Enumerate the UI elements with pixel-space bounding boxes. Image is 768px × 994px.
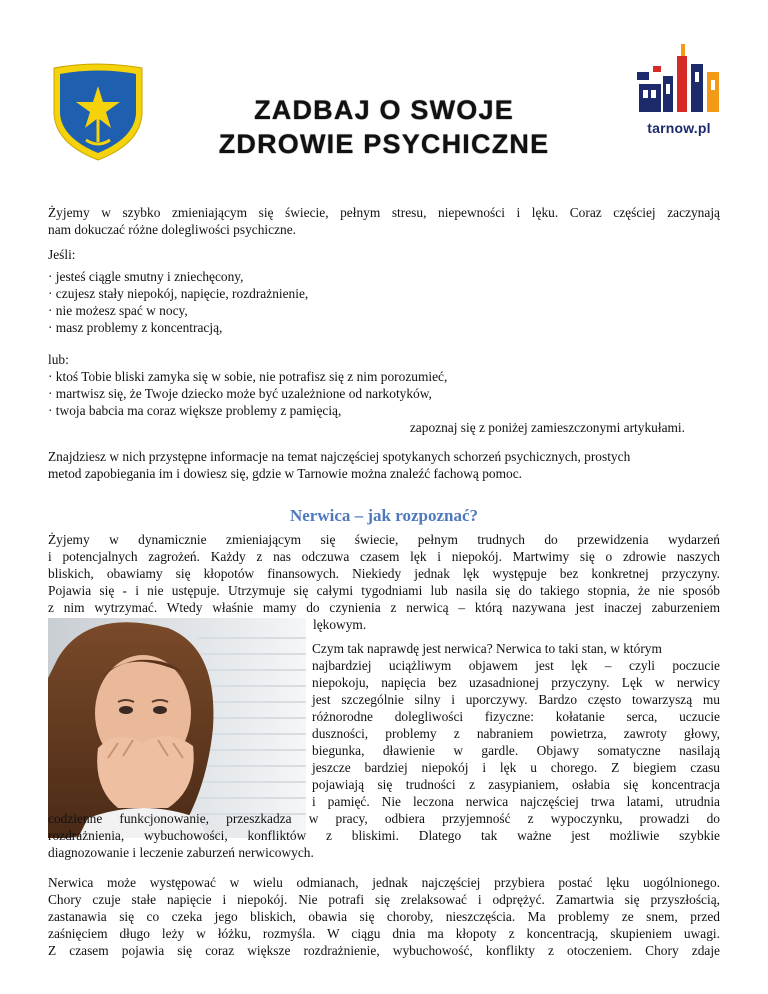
paragraph-line: bliskich, obawiamy się kłopotów finansowych. Niekiedy jednak lęk występuje bez konkretnej przyczyny. <box>48 566 720 581</box>
logo-graphic-icon <box>633 42 725 122</box>
paragraph-line: Żyjemy w dynamicznie zmieniającym się świecie, pełnym trudnych do przewidzenia wydarzeń <box>48 532 720 547</box>
jesli-label: Jeśli: <box>48 247 76 262</box>
intro2-line-2: metod zapobiegania im i dowiesz się, gdzie w Tarnowie można znaleźć fachową pomoc. <box>48 466 523 481</box>
paragraph-line: jeszcze bardziej niepokój i lęk u chorego. Z biegiem czasu <box>312 760 720 775</box>
city-crest-emblem <box>50 62 146 162</box>
symptom-list <box>48 268 720 336</box>
list-item: · czujesz stały niepokój, napięcie, rozdrażnienie, <box>48 286 309 301</box>
woman-photo <box>48 618 306 838</box>
paragraph-line: lękowym. <box>313 617 367 632</box>
paragraph-line: różnorodne dolegliwości fizyczne: kołatanie serca, uczucie <box>312 709 720 724</box>
paragraph-line: duszności, problemy z nabraniem powietrza, zawroty głowy, <box>312 726 720 741</box>
section-paragraph-3 <box>48 874 720 959</box>
tarnow-logo <box>633 42 725 142</box>
paragraph-line: Pojawia się - i nie ustępuje. Utrzymuje się całymi tygodniami lub nasila się do takiego stopnia, że nie sposób <box>48 583 720 598</box>
list-item: · martwisz się, że Twoje dziecko może być uzależnione od narkotyków, <box>48 386 432 401</box>
lub-label: lub: <box>48 352 69 367</box>
logo-text: tarnow.pl <box>647 120 711 136</box>
paragraph-line: rozdrażnienia, wybuchowości, konfliktów z bliskimi. Dlatego tak ważne jest możliwie szybkie <box>48 828 720 843</box>
section-paragraph-2-side <box>312 640 720 810</box>
intro-line-1: Żyjemy w szybko zmieniającym się świecie, pełnym stresu, niepewności i lęku. Coraz częściej zaczynają <box>48 205 720 220</box>
relatives-list <box>48 351 720 436</box>
intro-paragraph <box>48 204 720 238</box>
paragraph-line: i potencjalnych zagrożeń. Każdy z nas odczuwa czasem lęk i niepokój. Martwimy się o zdrowie naszych <box>48 549 720 564</box>
intro2-line-1: Znajdziesz w nich przystępne informacje na temat najczęściej spotykanych schorzeń psychicznych, prostych <box>48 449 631 464</box>
paragraph-line: pojawiają się trudności z zasypianiem, osłabia się koncentracja <box>312 777 720 792</box>
closing-line: zapoznaj się z poniżej zamieszczonymi artykułami. <box>409 420 685 435</box>
list-item: · ktoś Tobie bliski zamyka się w sobie, nie potrafisz się z nim porozumieć, <box>48 369 448 384</box>
paragraph-line: z nim wytrzymać. Wtedy właśnie mamy do czynienia z nerwicą – którą nazywana jest inaczej zaburzeniem <box>48 600 720 615</box>
section-heading: Nerwica – jak rozpoznać? <box>289 506 479 525</box>
intro-paragraph-2 <box>48 448 720 482</box>
section-paragraph-2-full <box>48 810 720 861</box>
paragraph-line: biegunka, dławienie w gardle. Objawy somatyczne nasilają <box>312 743 720 758</box>
paragraph-line: Z czasem pojawia się coraz większe rozdrażnienie, wybuchowość, konflikty z otoczeniem. Chory zdaje <box>48 943 720 958</box>
title-line-1: ZADBAJ O SWOJE <box>254 95 514 125</box>
intro-line-2: nam dokuczać różne dolegliwości psychiczne. <box>48 222 297 237</box>
paragraph-line: jest szczególnie silny i uporczywy. Bardzo często towarzyszą mu <box>312 692 720 707</box>
paragraph-line: diagnozowanie i leczenie zaburzeń nerwicowych. <box>48 845 314 860</box>
list-item: · twoja babcia ma coraz większe problemy z pamięcią, <box>48 403 342 418</box>
paragraph-line: zaśnięciem długo leży w łóżku, rozmyśla. W ciągu dnia ma kłopoty z koncentracją, skupieniem uwagi. <box>48 926 720 941</box>
paragraph-line: zastanawia się co czeka jego bliskich, obawia się choroby, nieszczęścia. Ma problemy ze snem, przed <box>48 909 720 924</box>
paragraph-line: Chory czuje stałe napięcie i niepokój. Nie potrafi się zrelaksować i odprężyć. Zamartwia się przyszłością, <box>48 892 720 907</box>
page-title <box>160 93 608 161</box>
paragraph-line: codzienne funkcjonowanie, przeszkadza w pracy, odbiera przyjemność z wypoczynku, prowadzi do <box>48 811 720 826</box>
list-item: · jesteś ciągle smutny i zniechęcony, <box>48 269 244 284</box>
paragraph-line: niepokoju, napięcia bez uzasadnionej przyczyny. Lęk w nerwicy <box>312 675 720 690</box>
list-item: · nie możesz spać w nocy, <box>48 303 188 318</box>
paragraph-line: i pamięć. Nie leczona nerwica najczęściej trwa latami, utrudnia <box>312 794 720 809</box>
list-item: · masz problemy z koncentracją, <box>48 320 223 335</box>
paragraph-line: Czym tak naprawdę jest nerwica? Nerwica to taki stan, w którym <box>312 641 662 656</box>
title-line-2: ZDROWIE PSYCHICZNE <box>218 129 550 159</box>
paragraph-line: najbardziej uciążliwym objawem jest lęk – czyli poczucie <box>312 658 720 673</box>
paragraph-line: Nerwica może występować w wielu odmianach, jednak najczęściej przybiera postać lęku uogólnionego. <box>48 875 720 890</box>
